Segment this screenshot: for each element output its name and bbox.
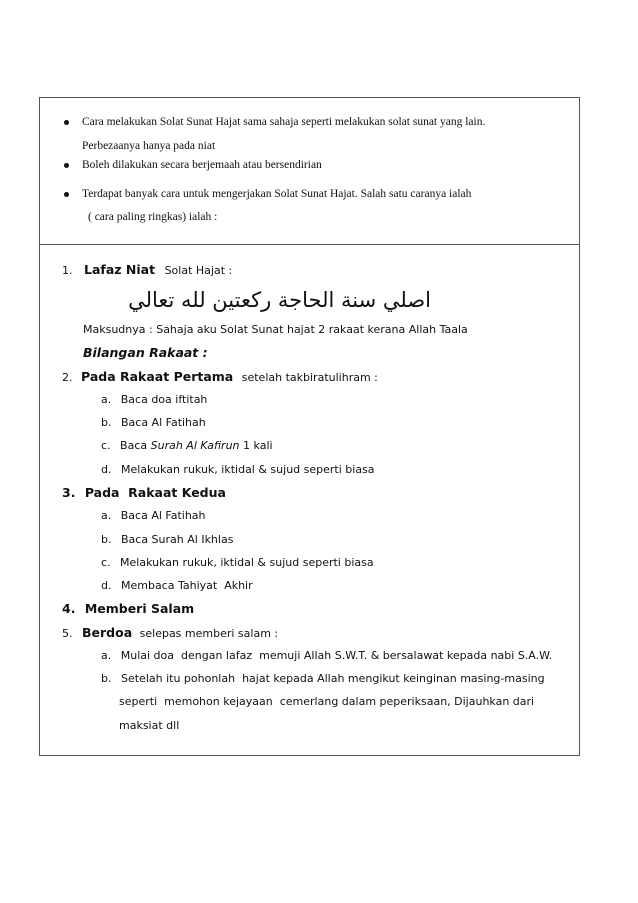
step-5-item-b-line-3: maksiat dll [119,719,180,732]
step-number: 2. [62,371,73,384]
step-2 [62,369,378,386]
step-5-item-b-line-2: seperti memohon kejayaan cemerlang dalam peperiksaan, Dijauhkan dari [119,695,535,708]
step-2-item-d [101,462,375,478]
item-text: Baca Al Fatihah [120,416,206,429]
item-text: Membaca Tahiyat Akhir [120,579,253,592]
step-5-item-a [101,648,552,664]
item-letter: d. [101,463,112,476]
item-letter: a. [101,649,112,662]
item-text-post: 1 kali [243,439,273,452]
item-letter: a. [101,509,112,522]
bullet-3-line-2: ( cara paling ringkas) ialah : [88,211,218,223]
bullet-1-line-2: Perbezaanya hanya pada niat [82,140,216,152]
bullet-dot [64,192,69,197]
maksudnya-text: Maksudnya : Sahaja aku Solat Sunat hajat 2 rakaat kerana Allah Taala [83,323,468,336]
item-text: Baca Al Fatihah [120,509,206,522]
step-4 [62,601,194,617]
item-letter: c. [101,556,111,569]
step-number: 3. [62,485,76,500]
step-rest: selepas memberi salam : [139,627,279,640]
item-text: Mulai doa dengan lafaz memuji Allah S.W.T. & bersalawat kepada nabi S.A.W. [120,649,553,662]
bullet-2-line-1: Boleh dilakukan secara berjemaah atau bersendirian [82,159,322,171]
step-5 [62,625,278,642]
step-title: Pada Rakaat Kedua [84,485,226,500]
bullet-3-line-1: Terdapat banyak cara untuk mengerjakan Solat Sunat Hajat. Salah satu caranya ialah [82,188,472,200]
step-3-item-c [101,555,374,571]
step-3 [62,485,226,501]
step-3-item-d [101,578,253,594]
bilangan-rakaat-heading: Bilangan Rakaat : [83,345,208,360]
arabic-niat: اصلي سنة الحاجة ركعتين لله تعالي [128,288,431,312]
step-number: 5. [62,627,73,640]
step-2-item-a [101,392,207,408]
item-letter: d. [101,579,112,592]
step-3-item-b [101,532,233,548]
item-text-pre: Baca [120,439,148,452]
step-title: Lafaz Niat [84,262,156,277]
item-letter: b. [101,416,112,429]
item-letter: a. [101,393,112,406]
step-title: Memberi Salam [84,601,195,616]
item-letter: b. [101,533,112,546]
item-text-line-1: Setelah itu pohonlah hajat kepada Allah mengikut keinginan masing-masing [120,672,545,685]
item-text: Melakukan rukuk, iktidal & sujud seperti biasa [120,463,375,476]
item-text: Melakukan rukuk, iktidal & sujud seperti biasa [120,556,374,569]
step-number: 4. [62,601,76,616]
bullet-dot [64,120,69,125]
item-text: Baca Surah Al Ikhlas [120,533,234,546]
step-1 [62,262,232,279]
step-rest: Solat Hajat : [164,264,233,277]
bullet-1-line-1: Cara melakukan Solat Sunat Hajat sama sahaja seperti melakukan solat sunat yang lain. [82,116,486,128]
step-rest: setelah takbiratulihram : [241,371,378,384]
step-2-item-c [101,438,273,454]
step-number: 1. [62,264,73,277]
step-5-item-b [101,671,545,687]
step-title: Pada Rakaat Pertama [81,369,234,384]
item-text-italic: Surah Al Kafirun [150,439,240,452]
step-title: Berdoa [82,625,133,640]
section-divider [40,244,579,245]
step-3-item-a [101,508,206,524]
step-2-item-b [101,415,206,431]
item-letter: b. [101,672,112,685]
item-text: Baca doa iftitah [120,393,208,406]
item-letter: c. [101,439,111,452]
bullet-dot [64,163,69,168]
